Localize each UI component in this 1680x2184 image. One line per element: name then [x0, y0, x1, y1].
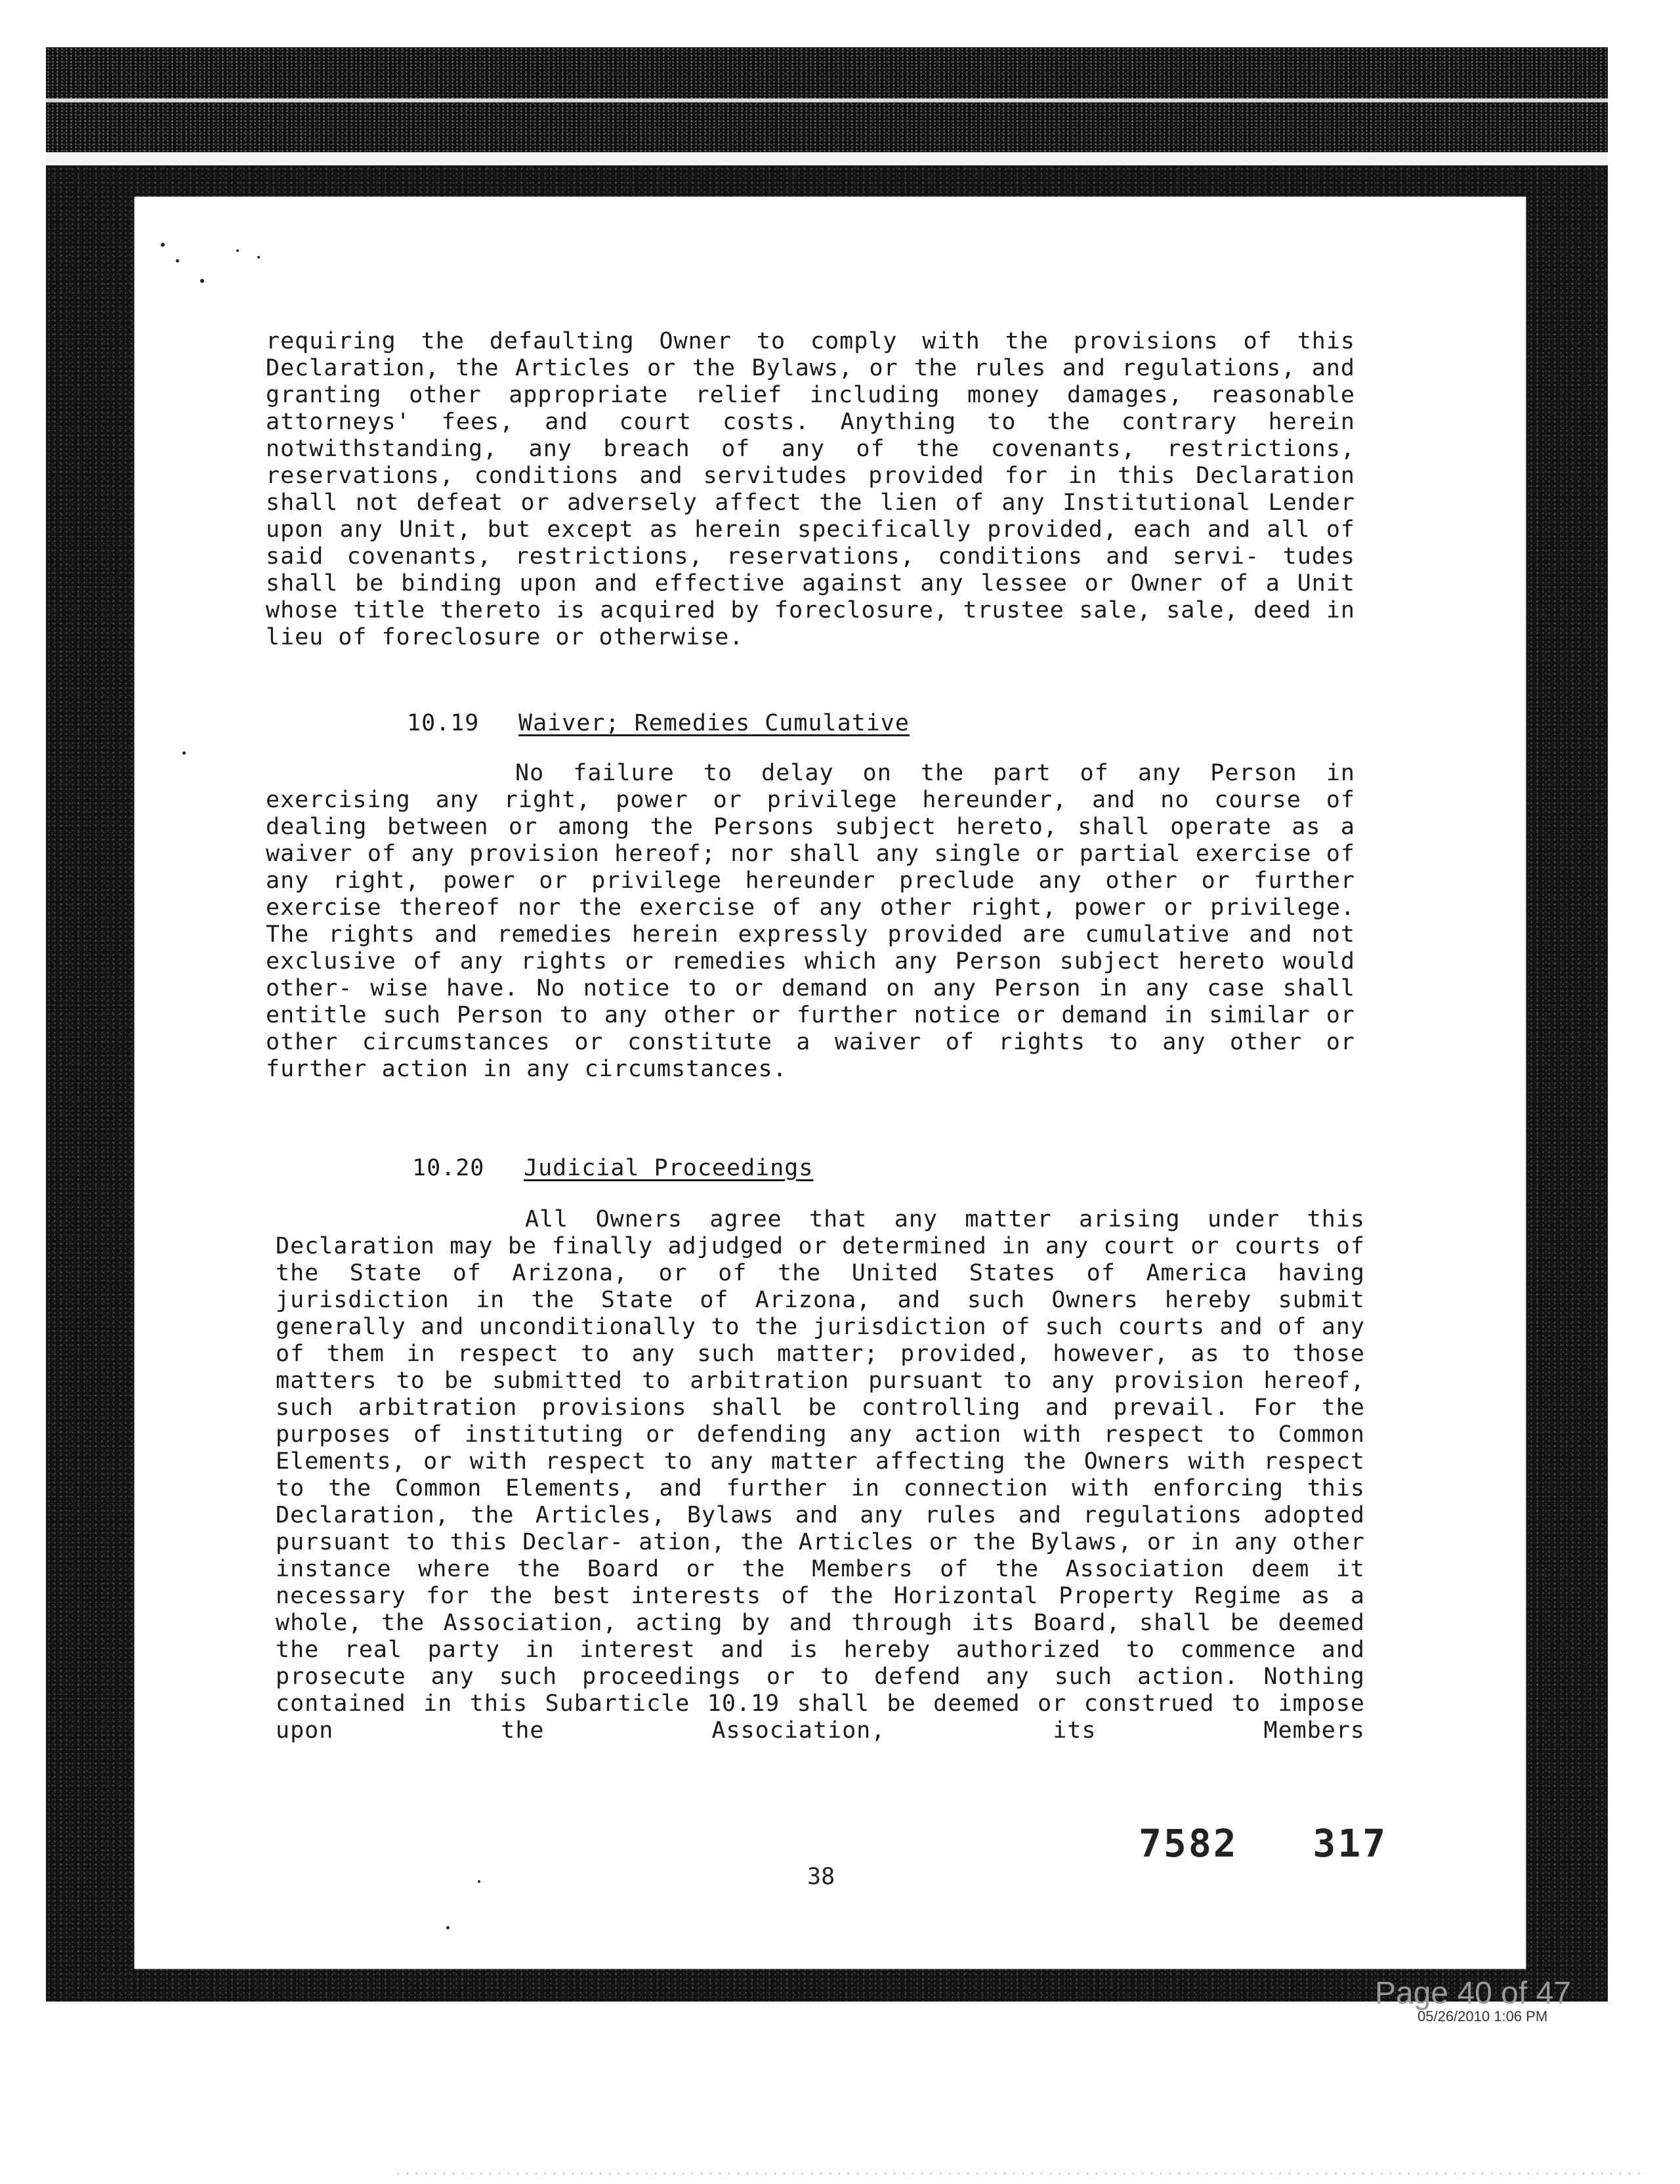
scan-speck	[446, 1926, 450, 1929]
page-number: 38	[807, 1864, 835, 1890]
recording-number: 7582 317	[1139, 1821, 1388, 1866]
section-1019-heading	[407, 710, 910, 736]
section-1020-title: Judicial Proceedings	[524, 1155, 814, 1181]
scan-top-gap	[46, 152, 1608, 165]
scan-top-stripe	[46, 98, 1608, 102]
section-1019-number: 10.19	[407, 710, 480, 736]
section-1020-body-text: All Owners agree that any matter arising under this Declaration may be finally adjudged or determined in any court or courts of the State of Arizona, or of the United States of America having jurisdiction in the State of Arizona, and such Owners hereby submit generally and unconditionally to the jurisdiction of such courts and of any of them in respect to any such matter; provided, however, as to those matters to be submitted to arbitration pursuant to any provision hereof, such arbitration provisions shall be controlling and prevail. For the purposes of instituting or defending any action with respect to Common Elements, or with respect to any matter affecting the Owners with respect to the Common Elements, and further in connection with enforcing this Declaration, the Articles, Bylaws and any rules and regulations adopted pursuant to this Declar- ation, the Articles or the Bylaws, or in any other instance where the Board or the Members of the Association deem it necessary for the best interests of the Horizontal Property Regime as a whole, the Association, acting by and through its Board, shall be deemed the real party in interest and is hereby authorized to commence and prosecute any such proceedings or to defend any such action. Nothing contained in this Subarticle 10.19 shall be deemed or construed to impose upon the Association, its Members	[276, 1206, 1365, 1744]
scan-speck	[176, 259, 179, 262]
section-1019-title: Waiver; Remedies Cumulative	[518, 710, 910, 736]
scan-speck	[161, 243, 165, 247]
page-of-indicator: Page 40 of 47	[1375, 1976, 1571, 2011]
scan-speck	[182, 751, 186, 755]
scan-speck	[478, 1880, 480, 1883]
scan-bottom-noise	[394, 2172, 1641, 2175]
print-timestamp: 05/26/2010 1:06 PM	[1418, 2008, 1548, 2025]
section-1020-number: 10.20	[412, 1155, 485, 1181]
scan-speck	[257, 256, 260, 259]
section-1020-heading	[412, 1155, 813, 1181]
scan-speck	[236, 249, 239, 252]
section-1019-body-text: No failure to delay on the part of any Person in exercising any right, power or privilege hereunder, and no course of dealing between or among the Persons subject hereto, shall operate as a waiver of any provision hereof; nor shall any single or partial exercise of any right, power or privilege hereunder preclude any other or further exercise thereof nor the exercise of any other right, power or privilege. The rights and remedies herein expressly provided are cumulative and not exclusive of any rights or remedies which any Person subject hereto would other- wise have. No notice to or demand on any Person in any case shall entitle such Person to any other or further notice or demand in similar or other circumstances or constitute a waiver of rights to any other or further action in any circumstances.	[266, 760, 1355, 1082]
scan-speck	[200, 279, 204, 283]
section-1020-body	[276, 1206, 1365, 1744]
continued-paragraph: requiring the defaulting Owner to comply with the provisions of this Declaration, the Articles or the Bylaws, or the rules and regulations, and granting other appropriate relief including money damages, reasonable attorneys' fees, and court costs. Anything to the contrary herein notwithstanding, any breach of any of the covenants, restrictions, reservations, conditions and servitudes provided for in this Declaration shall not defeat or adversely affect the lien of any Institutional Lender upon any Unit, but except as herein specifically provided, each and all of said covenants, restrictions, reservations, conditions and servi- tudes shall be binding upon and effective against any lessee or Owner of a Unit whose title thereto is acquired by foreclosure, trustee sale, sale, deed in lieu of foreclosure or otherwise.	[266, 328, 1355, 650]
section-1019-body	[266, 760, 1355, 1083]
